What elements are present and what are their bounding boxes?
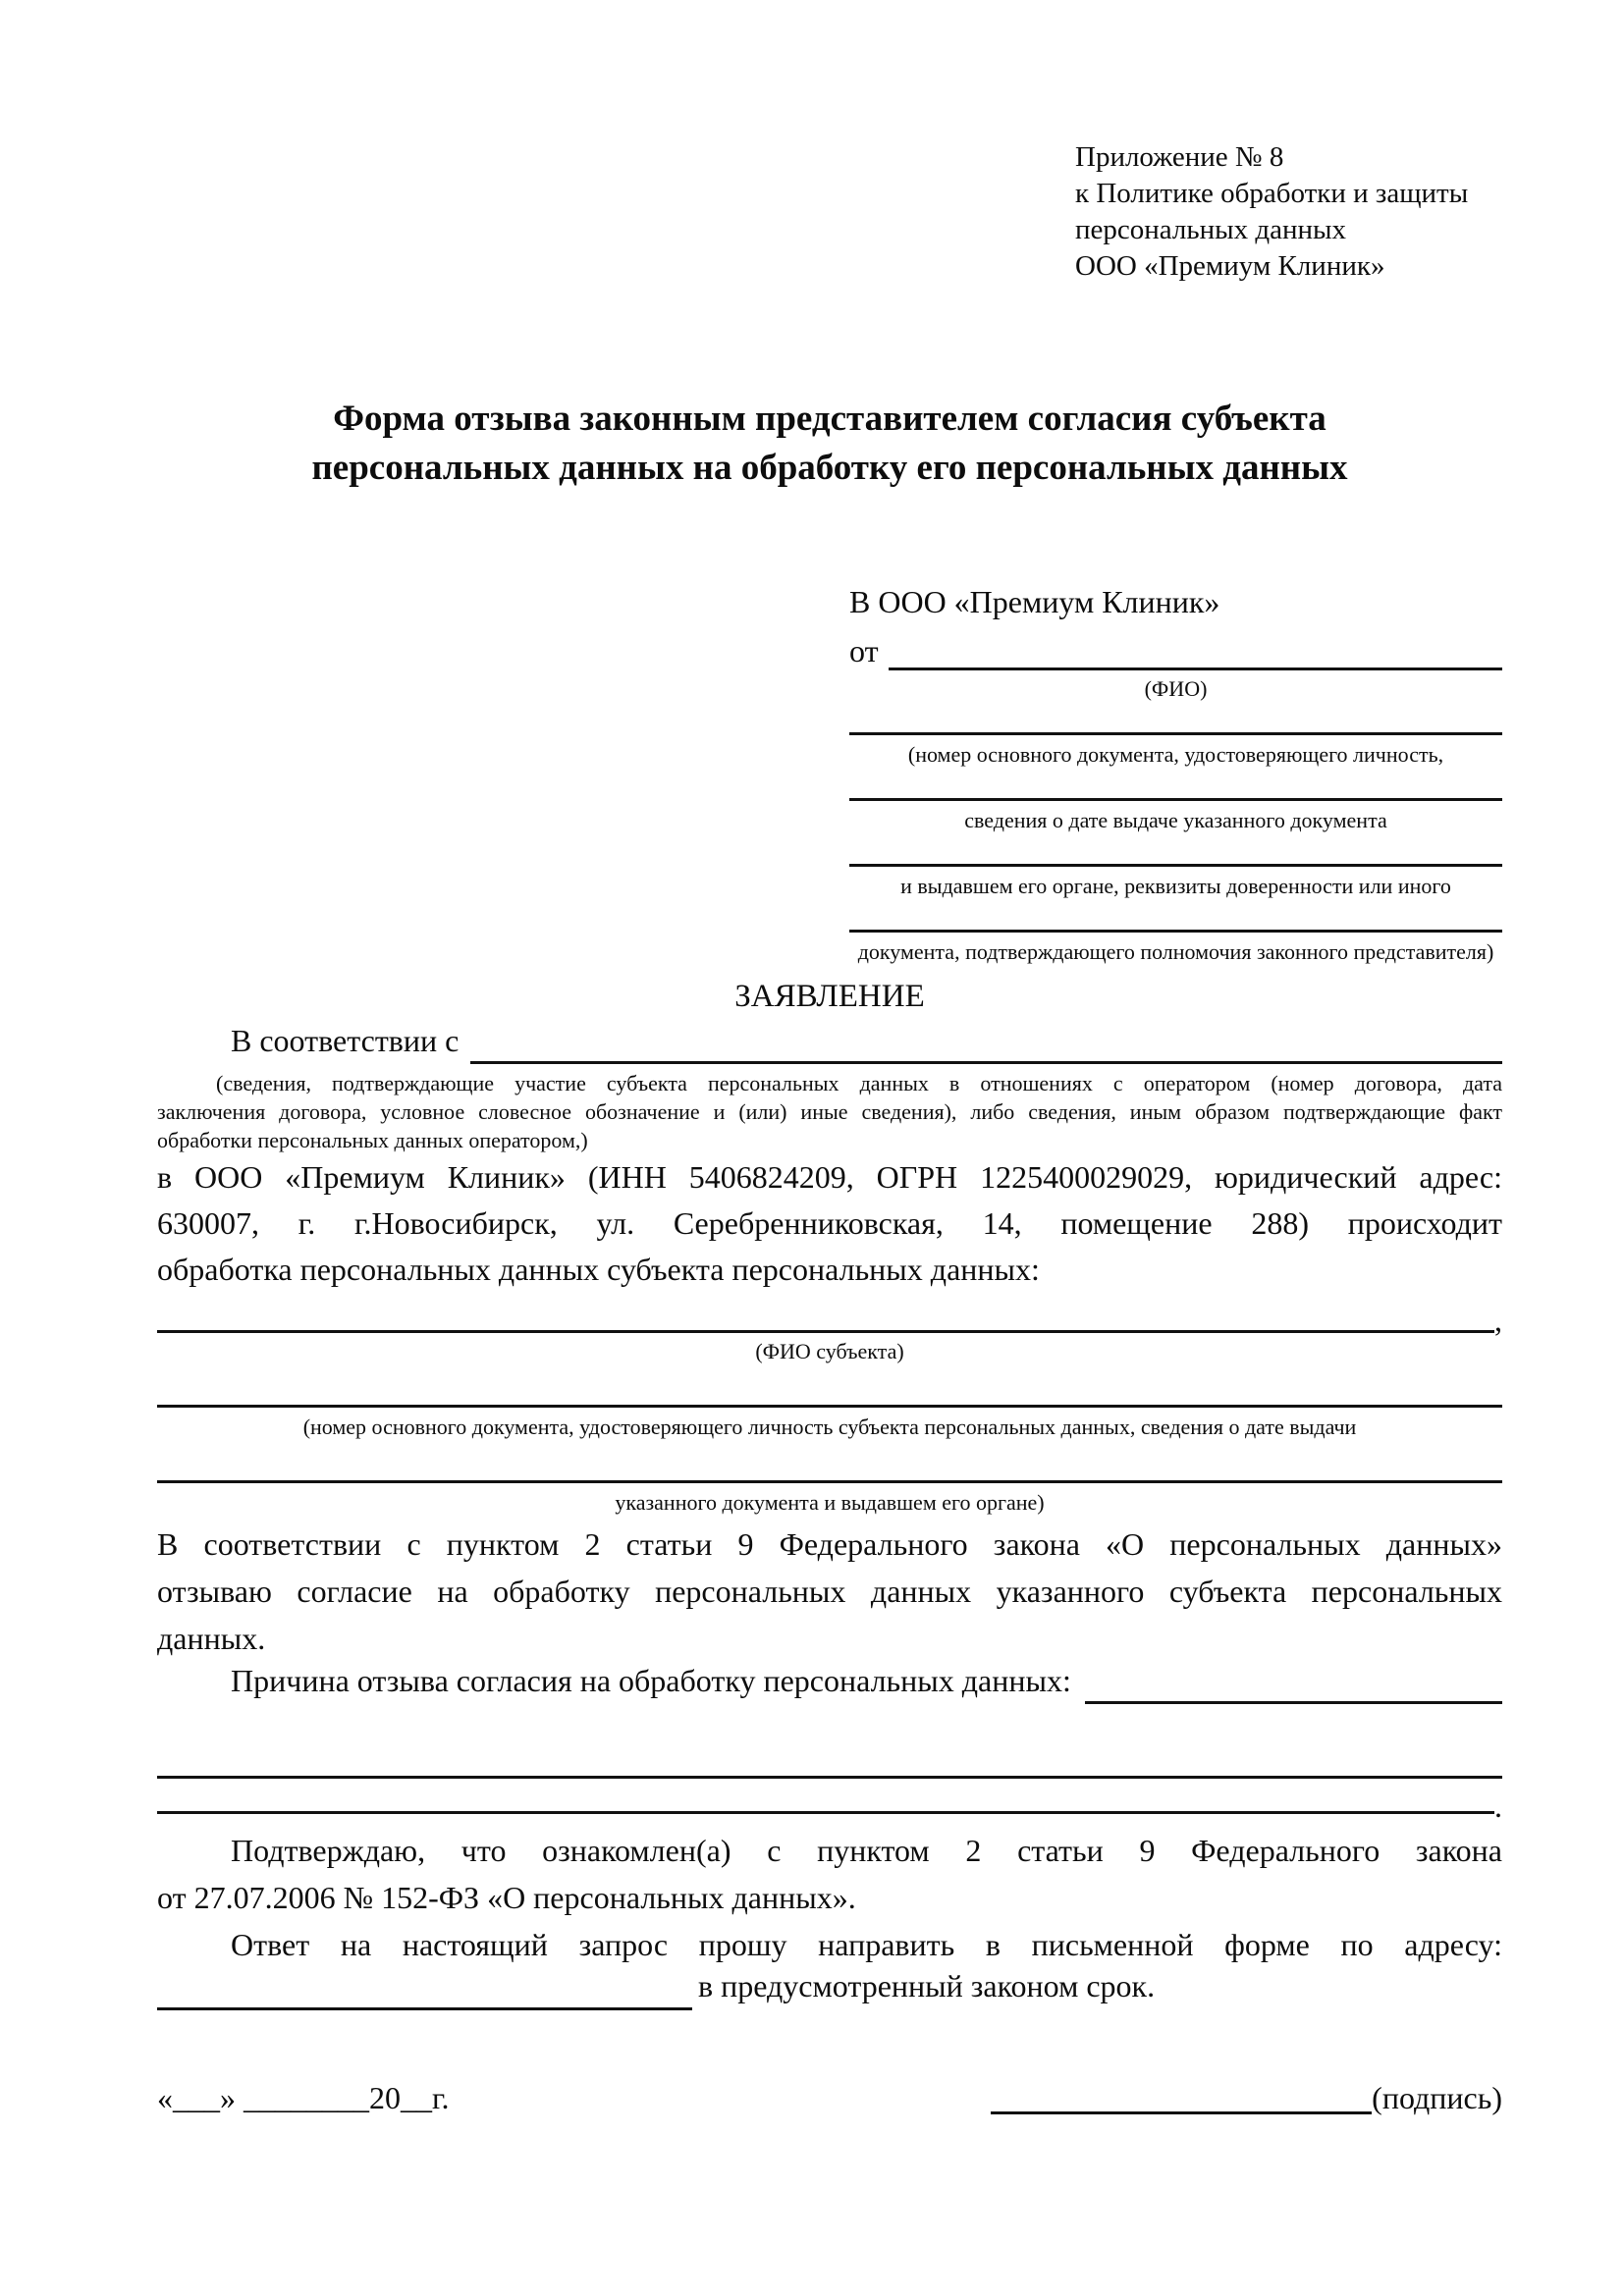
intro-caption-line: обработки персональных данных оператором,) bbox=[157, 1128, 588, 1152]
subject-doc-field-2 bbox=[157, 1480, 1502, 1517]
issue-date-caption: сведения о дате выдаче указанного документа bbox=[964, 808, 1387, 832]
withdraw-paragraph-line: данных. bbox=[157, 1621, 266, 1656]
intro-blank-line bbox=[470, 1023, 1502, 1064]
subject-fio-suffix: , bbox=[1494, 1303, 1502, 1338]
subject-doc-blank-line bbox=[157, 1405, 1502, 1408]
signature-blank-line bbox=[991, 2111, 1372, 2114]
reply-paragraph-line: Ответ на настоящий запрос прошу направить в письменной форме по адресу: bbox=[231, 1927, 1502, 1962]
reason-blank-line bbox=[1085, 1663, 1502, 1704]
reply-address-blank-line bbox=[157, 1968, 692, 2010]
issuing-authority-blank-line bbox=[849, 864, 1502, 867]
reason-continuation bbox=[157, 1750, 1502, 1778]
form-title bbox=[157, 395, 1502, 493]
issuing-authority-field bbox=[849, 864, 1502, 900]
signature-caption: (подпись) bbox=[1372, 2080, 1502, 2115]
id-doc-blank-line bbox=[849, 732, 1502, 735]
form-title-line: Форма отзыва законным представителем согласия субъекта bbox=[333, 399, 1326, 439]
operator-paragraph bbox=[157, 1154, 1502, 1293]
reason-row bbox=[157, 1663, 1502, 1709]
appendix-header bbox=[1075, 139, 1502, 285]
footer-row bbox=[157, 2076, 1502, 2119]
reason-label: Причина отзыва согласия на обработку персональных данных: bbox=[231, 1663, 1071, 1698]
issue-date-field bbox=[849, 798, 1502, 834]
from-row bbox=[849, 630, 1502, 675]
operator-paragraph-line: 630007, г. г.Новосибирск, ул. Серебренниковская, 14, помещение 288) происходит bbox=[157, 1205, 1502, 1241]
appendix-line: персональных данных bbox=[1075, 214, 1347, 245]
intro-label: В соответствии с bbox=[231, 1023, 460, 1058]
withdraw-paragraph-line: В соответствии с пунктом 2 статьи 9 Федерального закона «О персональных данных» bbox=[157, 1526, 1502, 1562]
subject-fio-blank-line bbox=[157, 1301, 1494, 1333]
fio-caption: (ФИО) bbox=[1144, 676, 1208, 701]
reason-blank-line-2 bbox=[157, 1750, 1502, 1779]
subject-doc-field bbox=[157, 1405, 1502, 1441]
statement-heading: ЗАЯВЛЕНИЕ bbox=[734, 979, 925, 1014]
appendix-line: к Политике обработки и защиты bbox=[1075, 178, 1469, 209]
intro-caption bbox=[157, 1069, 1502, 1154]
reason-line-suffix: . bbox=[1494, 1789, 1502, 1824]
id-doc-caption: (номер основного документа, удостоверяющего личность, bbox=[907, 742, 1444, 767]
confirm-paragraph bbox=[157, 1827, 1502, 1921]
reply-paragraph-tail: в предусмотренный законом срок. bbox=[698, 1968, 1156, 2003]
representative-doc-blank-line bbox=[849, 930, 1502, 933]
confirm-paragraph-line: от 27.07.2006 № 152-ФЗ «О персональных данных». bbox=[157, 1880, 856, 1915]
subject-doc-caption: (номер основного документа, удостоверяющего личность субъекта персональных данных, сведения о дате выдачи bbox=[302, 1415, 1357, 1439]
representative-doc-field bbox=[849, 930, 1502, 966]
appendix-line: Приложение № 8 bbox=[1075, 141, 1284, 173]
withdraw-paragraph bbox=[157, 1521, 1502, 1662]
from-fio-blank-line bbox=[889, 630, 1502, 670]
intro-row bbox=[157, 1023, 1502, 1069]
intro-caption-line: заключения договора, условное словесное обозначение и (или) иные сведения), либо сведения, иным образом подтверждающие факт bbox=[157, 1099, 1502, 1124]
appendix-line: ООО «Премиум Клиник» bbox=[1075, 250, 1385, 282]
intro-caption-line: (сведения, подтверждающие участие субъекта персональных данных в отношениях с оператором (номер договора, дата bbox=[216, 1071, 1502, 1095]
subject-doc-blank-line-2 bbox=[157, 1480, 1502, 1483]
reason-continuation-2 bbox=[157, 1784, 1502, 1824]
operator-paragraph-line: в ООО «Премиум Клиник» (ИНН 5406824209, ОГРН 1225400029029, юридический адрес: bbox=[157, 1159, 1502, 1195]
issuing-authority-caption: и выдавшем его органе, реквизиты доверенности или иного bbox=[900, 874, 1451, 898]
subject-doc-caption-2: указанного документа и выдавшем его органе) bbox=[615, 1490, 1045, 1515]
reason-blank-line-3 bbox=[157, 1784, 1494, 1814]
representative-doc-caption: документа, подтверждающего полномочия законного представителя) bbox=[857, 939, 1494, 964]
addressee-org: В ООО «Премиум Клиник» bbox=[849, 584, 1220, 619]
reply-address-row bbox=[157, 1968, 1502, 2015]
issue-date-blank-line bbox=[849, 798, 1502, 801]
confirm-paragraph-line: Подтверждаю, что ознакомлен(а) с пунктом 2 статьи 9 Федерального закона bbox=[231, 1833, 1502, 1868]
id-doc-field bbox=[849, 732, 1502, 769]
addressee-block bbox=[849, 581, 1502, 966]
subject-fio-row bbox=[157, 1301, 1502, 1338]
reply-paragraph bbox=[157, 1921, 1502, 1968]
form-title-line: персональных данных на обработку его персональных данных bbox=[311, 448, 1348, 488]
withdraw-paragraph-line: отзываю согласие на обработку персональных данных указанного субъекта персональных bbox=[157, 1574, 1502, 1609]
from-label: от bbox=[849, 633, 879, 668]
date-placeholder: «___» ________20__г. bbox=[157, 2080, 450, 2115]
operator-paragraph-line: обработка персональных данных субъекта персональных данных: bbox=[157, 1252, 1040, 1287]
subject-fio-caption: (ФИО субъекта) bbox=[755, 1339, 904, 1363]
